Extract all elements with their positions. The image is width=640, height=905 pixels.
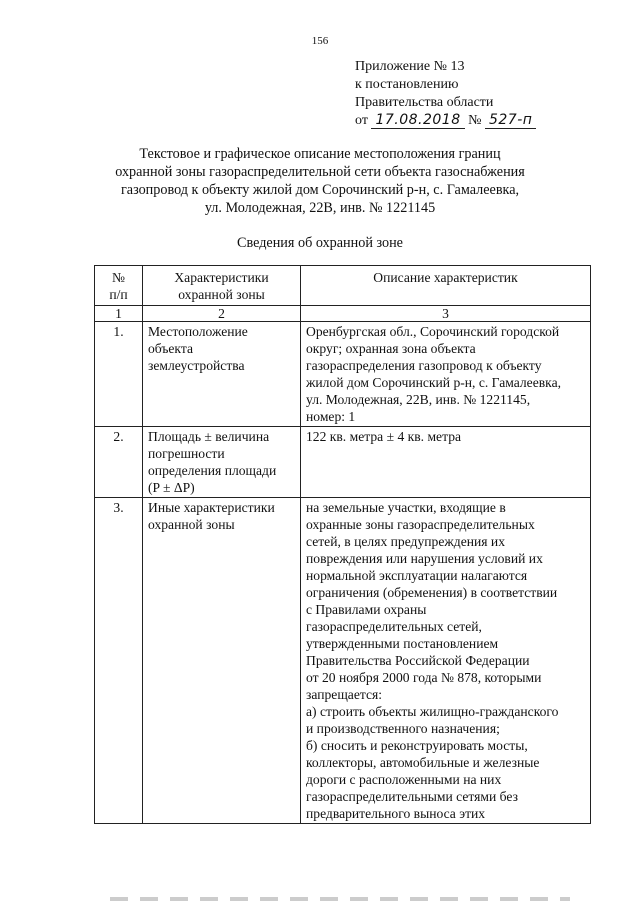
row-1-description-line: округ; охранная зона объекта	[306, 341, 476, 356]
title-line-2: охранной зоны газораспределительной сети объекта газоснабжения	[115, 164, 525, 180]
row-3-description-line: охранные зоны газораспределительных	[306, 517, 535, 532]
row-3-number: 3.	[95, 498, 143, 824]
row-3-description-line: а) строить объекты жилищно-гражданского	[306, 704, 559, 719]
header-characteristic-line-2: охранной зоны	[178, 287, 265, 302]
row-1-description-line: жилой дом Сорочинский р-н, с. Гамалеевка,	[306, 375, 561, 390]
table-header-row	[95, 266, 591, 306]
row-3-description-line: от 20 ноября 2000 года № 878, которыми	[306, 670, 542, 685]
row-3-description-line: с Правилами охраны	[306, 602, 427, 617]
row-3-description-line: дороги с расположенными на них	[306, 772, 502, 787]
number-prefix: №	[468, 113, 482, 128]
zone-info-table	[94, 265, 591, 824]
title-line-3: газопровод к объекту жилой дом Сорочинский р-н, с. Гамалеевка,	[120, 182, 520, 198]
appendix-line-3: Правительства области	[355, 95, 494, 110]
row-3-description-line: и производственного назначения;	[306, 721, 500, 736]
title-line-4: ул. Молодежная, 22В, инв. № 1221145	[204, 200, 436, 216]
header-num-line-2: п/п	[109, 287, 128, 302]
row-2-characteristic-line: (P ± ΔP)	[148, 480, 195, 495]
table-row	[95, 427, 591, 498]
row-3-description	[301, 498, 591, 824]
row-1-characteristic	[143, 322, 301, 427]
row-1-description-line: газораспределения газопровод к объекту	[306, 358, 542, 373]
date-prefix: от	[355, 113, 368, 128]
column-number-2: 2	[143, 306, 301, 322]
row-3-description-line: газораспределительными сетями без	[306, 789, 518, 804]
row-3-characteristic-line: Иные характеристики	[148, 500, 275, 515]
row-1-description-line: Оренбургская обл., Сорочинский городской	[306, 324, 560, 339]
row-2-description	[301, 427, 591, 498]
row-3-description-line: б) сносить и реконструировать мосты,	[306, 738, 528, 753]
row-2-characteristic	[143, 427, 301, 498]
row-3-description-line: ограничения (обременения) в соответствии	[306, 585, 558, 600]
row-2-characteristic-line: Площадь ± величина	[148, 429, 270, 444]
row-3-description-line: повреждения или нарушения условий их	[306, 551, 543, 566]
appendix-date-line	[355, 112, 536, 130]
row-3-description-line: сетей, в целях предупреждения их	[306, 534, 505, 549]
row-3-description-line: предварительного выноса этих	[306, 806, 486, 821]
header-description-text: Описание характеристик	[373, 270, 518, 285]
table-row	[95, 498, 591, 824]
row-3-characteristic-line: охранной зоны	[148, 517, 235, 532]
row-1-description-line: ул. Молодежная, 22В, инв. № 1221145,	[306, 392, 531, 407]
column-number-1: 1	[95, 306, 143, 322]
appendix-line-2: к постановлению	[355, 77, 459, 92]
header-characteristic	[143, 266, 301, 306]
row-1-number: 1.	[95, 322, 143, 427]
row-2-characteristic-line: определения площади	[148, 463, 277, 478]
table-column-number-row	[95, 306, 591, 322]
row-1-description	[301, 322, 591, 427]
row-3-description-line: запрещается:	[306, 687, 383, 702]
appendix-line-1: Приложение № 13	[355, 59, 465, 74]
row-3-description-line: нормальной эксплуатации налагаются	[306, 568, 528, 583]
row-1-characteristic-line: Местоположение	[148, 324, 248, 339]
row-1-description-line: номер: 1	[306, 409, 356, 424]
row-3-description-line: газораспределительных сетей,	[306, 619, 482, 634]
handwritten-date: 17.08.2018	[371, 113, 464, 129]
handwritten-number: 527-п	[485, 113, 536, 129]
row-3-description-line: утвержденными постановлением	[306, 636, 499, 651]
row-2-characteristic-line: погрешности	[148, 446, 225, 461]
row-3-description-line: коллекторы, автомобильные и железные	[306, 755, 540, 770]
header-num	[95, 266, 143, 306]
page-number: 156	[311, 35, 329, 47]
header-characteristic-line-1: Характеристики	[174, 270, 269, 285]
row-1-characteristic-line: объекта	[148, 341, 194, 356]
section-subtitle: Сведения об охранной зоне	[237, 235, 403, 251]
row-1-characteristic-line: землеустройства	[148, 358, 245, 373]
row-2-description-line: 122 кв. метра ± 4 кв. метра	[306, 429, 462, 444]
column-number-3: 3	[301, 306, 591, 322]
row-3-characteristic	[143, 498, 301, 824]
header-num-line-1: №	[112, 270, 125, 285]
cropped-next-page-text	[110, 897, 570, 901]
document-title	[0, 145, 640, 217]
row-3-description-line: на земельные участки, входящие в	[306, 500, 506, 515]
header-description	[301, 266, 591, 306]
title-line-1: Текстовое и графическое описание местоположения границ	[139, 146, 501, 162]
row-3-description-line: Правительства Российской Федерации	[306, 653, 530, 668]
row-2-number: 2.	[95, 427, 143, 498]
table-row	[95, 322, 591, 427]
appendix-header	[355, 58, 536, 130]
